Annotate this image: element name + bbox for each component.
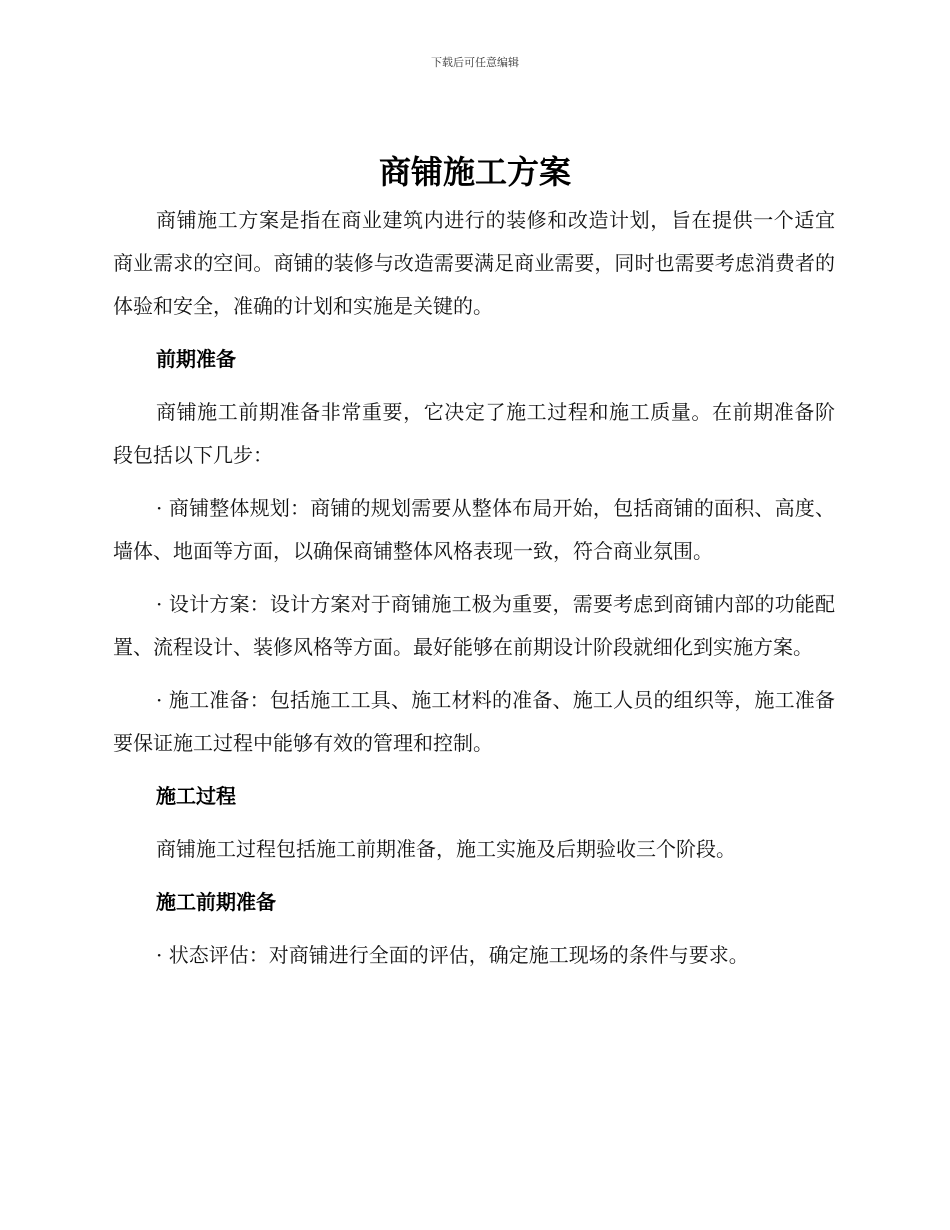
section-heading-process: 施工过程 — [156, 784, 236, 808]
document-body — [113, 199, 835, 987]
pre-construction-bullet-assessment: · 状态评估：对商铺进行全面的评估，确定施工现场的条件与要求。 — [156, 943, 749, 967]
section-heading-pre-construction: 施工前期准备 — [156, 890, 276, 914]
prep-bullet-planning: · 商铺整体规划：商铺的规划需要从整体布局开始，包括商铺的面积、高度、墙体、地面等方面，以确保商铺整体风格表现一致，符合商业氛围。 — [113, 496, 835, 563]
prep-intro-paragraph: 商铺施工前期准备非常重要，它决定了施工过程和施工质量。在前期准备阶段包括以下几步： — [113, 400, 835, 467]
intro-paragraph: 商铺施工方案是指在商业建筑内进行的装修和改造计划，旨在提供一个适宜商业需求的空间。商铺的装修与改造需要满足商业需要，同时也需要考虑消费者的体验和安全，准确的计划和实施是关键的。 — [113, 208, 835, 318]
prep-bullet-preparation: · 施工准备：包括施工工具、施工材料的准备、施工人员的组织等，施工准备要保证施工过程中能够有效的管理和控制。 — [113, 688, 835, 755]
document-title: 商铺施工方案 — [378, 153, 571, 191]
prep-bullet-design: · 设计方案：设计方案对于商铺施工极为重要，需要考虑到商铺内部的功能配置、流程设计、装修风格等方面。最好能够在前期设计阶段就细化到实施方案。 — [113, 592, 835, 659]
section-heading-prep: 前期准备 — [156, 347, 236, 371]
process-paragraph: 商铺施工过程包括施工前期准备，施工实施及后期验收三个阶段。 — [156, 837, 736, 861]
header-note: 下载后可任意编辑 — [431, 56, 519, 69]
